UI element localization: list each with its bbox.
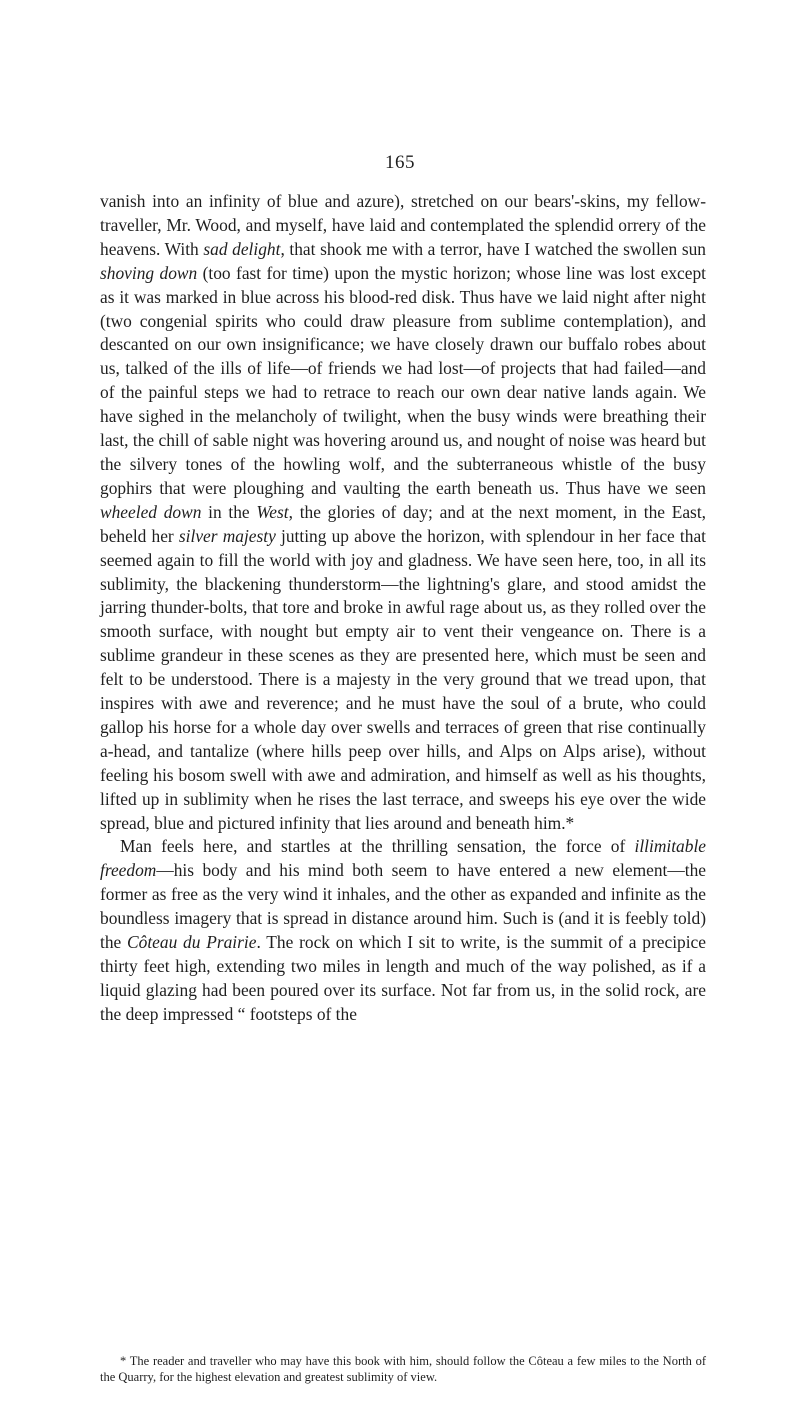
italic-text: wheeled down <box>100 501 202 522</box>
italic-text: silver majesty <box>178 525 276 546</box>
page-number: 165 <box>385 152 415 173</box>
body-text <box>100 190 706 1027</box>
text-run: (too fast for time) upon the mystic horizon; whose line was lost except as it was marked in blue across his blood-red disk. Thus have we laid night after night (two congenial spirits who could draw pleasure from sublime contemplation), and descanted on our own insignificance; we have closely drawn our buffalo robes about us, talked of the ills of life—of friends we had lost—of projects that had failed—and of the painful steps we had to retrace to reach our own dear native lands again. We have sighed in the melancholy of twilight, when the busy winds were breathing their last, the chill of sable night was hovering around us, and nought of noise was heard but the silvery tones of the howling wolf, and the subterraneous whistle of the busy gophirs that were ploughing and vaulting the earth beneath us. Thus have we seen <box>100 262 706 498</box>
italic-text: Côteau du Prairie <box>127 932 257 953</box>
text-run: —his body and his mind both seem to have entered a new element—the former as free as the very wind it inhales, and the other as expanded and infinite as the boundless imagery that is spread in distance around him. Such is (and it is feebly told) the <box>100 860 706 953</box>
italic-text: shoving down <box>100 262 198 283</box>
paragraph-1 <box>100 190 706 835</box>
italic-text: sad delight <box>203 238 281 259</box>
text-run: jutting up above the horizon, with splendour in her face that seemed again to fill the world with joy and gladness. We have seen here, too, in all its sublimity, the blackening thunderstorm—the lightning's glare, and stood amidst the jarring thunder-bolts, that tore and broke in awful rage about us, as they rolled over the smooth surface, with nought but empty air to vent their vengeance on. There is a sublime grandeur in these scenes as they are presented here, which must be seen and felt to be understood. There is a majesty in the very ground that we tread upon, that inspires with awe and reverence; and he must have the soul of a brute, who could gallop his horse for a whole day over swells and terraces of green that rise continually a-head, and tantalize (where hills peep over hills, and Alps on Alps arise), without feeling his bosom swell with awe and admiration, and himself as well as his thoughts, lifted up in sublimity when he rises the last terrace, and sweeps his eye over the wide spread, blue and pictured infinity that lies around and beneath him.* <box>100 525 706 833</box>
text-run: vanish into an infinity of blue and azure), stretched on our bears'-skins, my fellow-traveller, Mr. Wood, and myself, have laid and contemplated the splendid orrery of the heavens. With <box>100 191 706 259</box>
text-run: . The rock on which I sit to write, is the summit of a precipice thirty feet high, extending two miles in length and much of the way polished, as if a liquid glazing had been poured over its surface. Not far from us, in the solid rock, are the deep impressed “ footsteps of the <box>100 932 706 1024</box>
footnote-text: * The reader and traveller who may have this book with him, should follow the Côteau a few miles to the North of the Quarry, for the highest elevation and greatest sublimity of view. <box>100 1354 706 1384</box>
text-run: in the <box>201 501 257 522</box>
footnote <box>100 1353 706 1385</box>
text-run: , the glories of day; and at the next moment, in the East, beheld her <box>100 501 707 546</box>
paragraph-2 <box>100 835 706 1026</box>
text-run: , that shook me with a terror, have I watched the swollen sun <box>280 238 706 259</box>
text-run: Man feels here, and startles at the thrilling sensation, the force of <box>120 836 635 857</box>
italic-text: illimitable freedom <box>100 836 706 881</box>
italic-text: West <box>256 501 289 522</box>
